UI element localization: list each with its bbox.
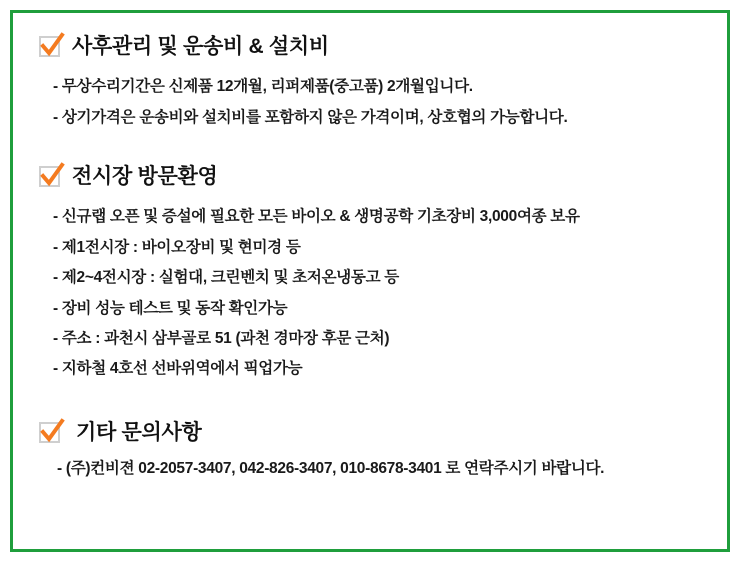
list-item: - 무상수리기간은 신제품 12개월, 리퍼제품(중고품) 2개월입니다.: [53, 78, 473, 96]
checkbox-checked-icon: [39, 422, 60, 443]
list-item: - 장비 성능 테스트 및 동작 확인가능: [53, 299, 288, 317]
section-showroom-visit: [39, 165, 701, 385]
section-title: 기타 문의사항: [76, 420, 202, 444]
list-item: - 주소 : 과천시 삼부골로 51 (과천 경마장 후문 근처): [53, 330, 390, 347]
list-item: - 제1전시장 : 바이오장비 및 현미경 등: [53, 238, 301, 256]
list-item: - 제2~4전시장 : 실험대, 크린벤치 및 초저온냉동고 등: [53, 269, 399, 287]
section-header: [39, 35, 701, 58]
section-item-list: [39, 454, 701, 484]
list-item: - 신규랩 오픈 및 증설에 필요한 모든 바이오 & 생명공학 기초장비 3,000여종 보유: [53, 208, 580, 226]
list-item: - (주)컨비젼 02-2057-3407, 042-826-3407, 010-8678-3401 로 연락주시기 바랍니다.: [57, 460, 605, 478]
checkbox-checked-icon: [39, 36, 60, 57]
section-spacer: [39, 139, 701, 165]
section-title: 사후관리 및 운송비 & 설치비: [72, 35, 329, 58]
list-item: - 상기가격은 운송비와 설치비를 포함하지 않은 가격이며, 상호협의 가능합니다.: [53, 108, 568, 126]
section-after-sales: [39, 35, 701, 133]
section-title: 전시장 방문환영: [72, 165, 218, 189]
section-item-list: [39, 72, 701, 133]
section-item-list: [39, 202, 701, 385]
section-header: [39, 421, 701, 444]
section-header: [39, 165, 701, 188]
section-spacer: [39, 391, 701, 421]
list-item: - 지하철 4호선 선바위역에서 픽업가능: [53, 360, 303, 378]
section-other-inquiries: [39, 421, 701, 485]
content-frame: [10, 10, 730, 552]
checkbox-checked-icon: [39, 166, 60, 187]
